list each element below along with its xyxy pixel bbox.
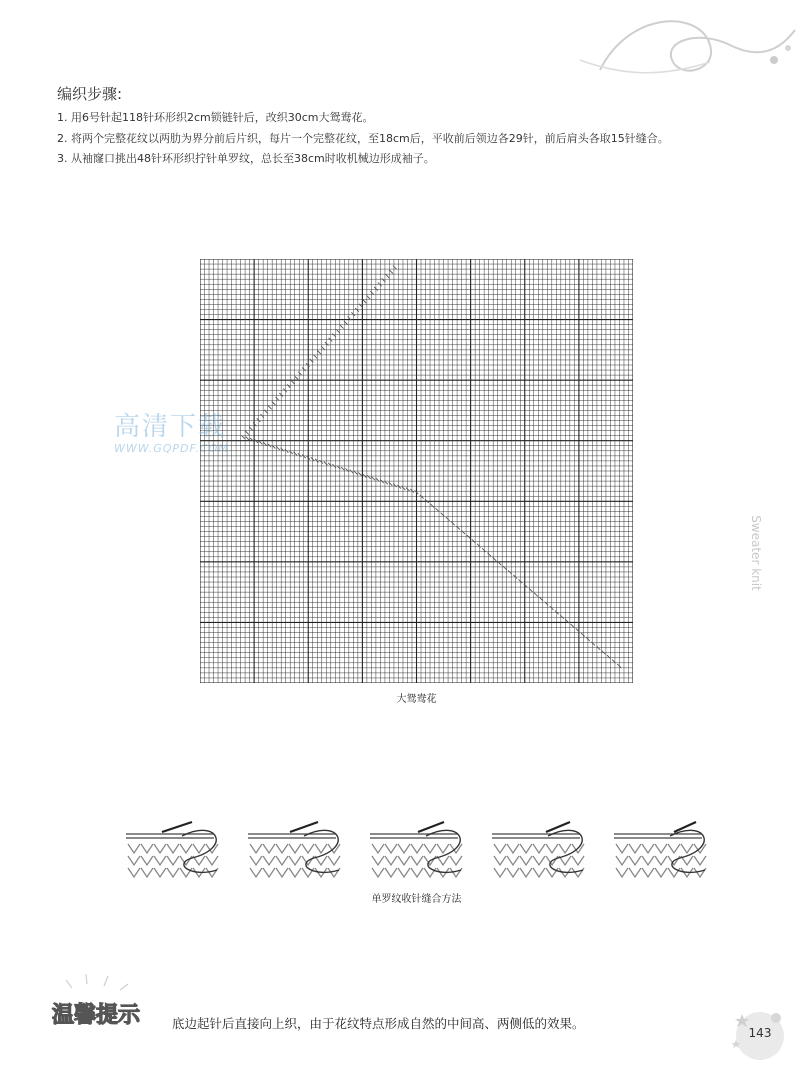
watermark-title: 高清下载 bbox=[114, 412, 227, 442]
steps-list bbox=[57, 108, 697, 170]
side-label bbox=[746, 508, 762, 598]
stitch-step-panel bbox=[370, 822, 462, 877]
page-number: 143 bbox=[748, 1026, 772, 1040]
swirl-ornament-icon bbox=[560, 0, 800, 90]
stitch-step-panel bbox=[248, 822, 340, 877]
stitch-steps-illustration bbox=[122, 818, 734, 884]
watermark-url: WWW.GQPDF.COM bbox=[114, 442, 229, 455]
step-2: 2. 将两个完整花纹以两肋为界分前后片织，每片一个完整花纹，至18cm后，平收前后领边各29针，前后肩头各取15针缝合。 bbox=[57, 131, 669, 145]
page-heading: 编织步骤: bbox=[57, 85, 123, 103]
chart-caption: 大鸳鸯花 bbox=[396, 694, 437, 705]
page-badge bbox=[730, 1006, 790, 1066]
watermark bbox=[114, 412, 274, 472]
stitch-step-panel bbox=[492, 822, 584, 877]
tip-badge-text: 温馨提示 bbox=[52, 1003, 141, 1028]
stitch-step-panel bbox=[614, 822, 706, 877]
illustration-caption: 单罗纹收针缝合方法 bbox=[371, 894, 462, 905]
tip-badge bbox=[46, 970, 176, 1042]
stitch-step-panel bbox=[126, 822, 218, 877]
tip-text: 底边起针后直接向上织，由于花纹特点形成自然的中间高、两侧低的效果。 bbox=[172, 1016, 585, 1031]
step-3: 3. 从袖窿口挑出48针环形织拧针单罗纹，总长至38cm时收机械边形成袖子。 bbox=[57, 152, 435, 165]
side-label-text: Sweater knit bbox=[749, 515, 763, 591]
step-1: 1. 用6号针起118针环形织2cm锁链针后，改织30cm大鸳鸯花。 bbox=[57, 111, 374, 124]
